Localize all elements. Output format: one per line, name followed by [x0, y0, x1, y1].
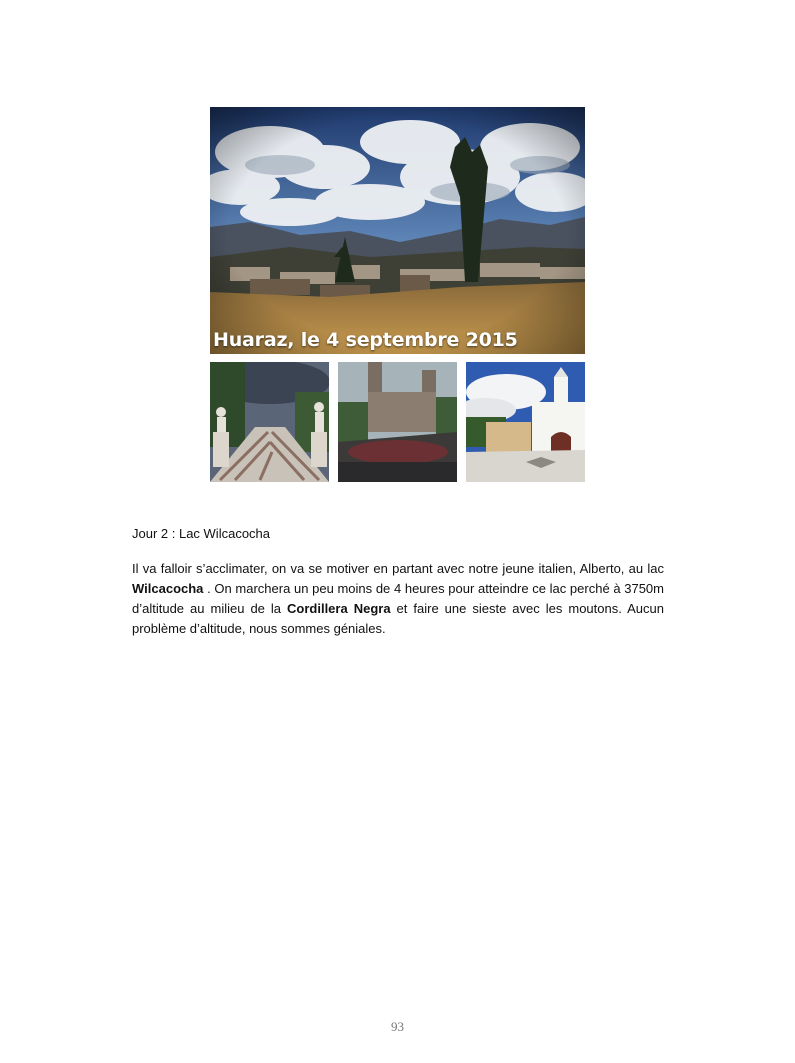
lake-name: Wilcacocha — [132, 581, 204, 596]
white-church-photo — [466, 362, 585, 482]
description-text-3: et faire une sieste avec les moutons. Aucun problème d’altitude, nous sommes géniales. — [132, 601, 664, 636]
photo-caption: Huaraz, le 4 septembre 2015 — [213, 329, 518, 351]
mountain-range-name: Cordillera Negra — [287, 601, 391, 616]
page-number: 93 — [391, 1019, 404, 1034]
day-description — [132, 559, 664, 639]
description-text-1: Il va falloir s’acclimater, on va se motiver en partant avec notre jeune italien, Alberto, au lac — [132, 561, 664, 576]
plaza-statues-photo — [210, 362, 329, 482]
huaraz-landscape-photo — [210, 107, 585, 354]
description-text-2: . On marchera un peu moins de 4 heures pour atteindre ce lac perché à 3750m d’altitude au milieu de la — [132, 581, 664, 616]
cathedral-photo — [338, 362, 457, 482]
day-heading: Jour 2 : Lac Wilcacocha — [132, 526, 271, 541]
